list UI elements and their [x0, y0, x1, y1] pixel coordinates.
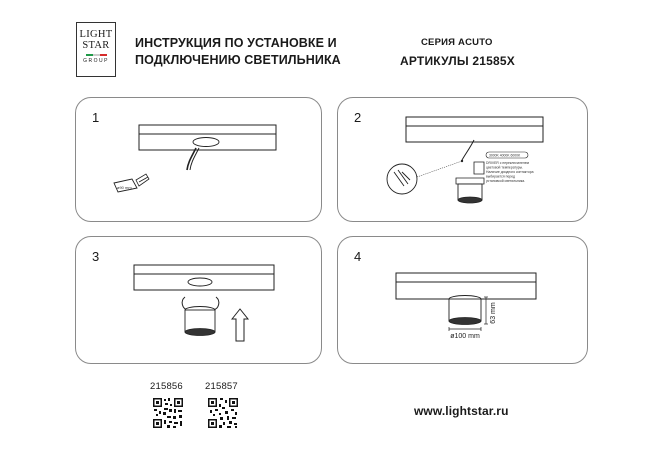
- hole-label: ø90 mm: [117, 185, 132, 190]
- step-3-illustration: [76, 237, 323, 365]
- article-code-2: 215857: [205, 381, 238, 392]
- step-2-illustration: [338, 98, 589, 223]
- qr-code-icon[interactable]: [152, 397, 184, 429]
- logo-line-1: LIGHT: [79, 29, 113, 40]
- title-line-2: ПОДКЛЮЧЕНИЮ СВЕТИЛЬНИКА: [135, 53, 341, 67]
- driver-note: DRIVER с переключателем цветовой температуры. Наличие диодного контактора выбирается перед установкой светильника.: [486, 161, 534, 183]
- step-1-panel: [75, 97, 322, 222]
- logo-line-3: GROUP: [83, 58, 109, 64]
- diameter-dimension: ø100 mm: [450, 333, 480, 340]
- italian-flag-icon: [77, 54, 115, 56]
- qr-code-icon[interactable]: [207, 397, 239, 429]
- step-number: 3: [92, 249, 100, 264]
- logo-line-2: STAR: [82, 40, 110, 51]
- step-number: 1: [92, 110, 100, 125]
- title-line-1: ИНСТРУКЦИЯ ПО УСТАНОВКЕ И: [135, 36, 337, 50]
- push-up-arrow-icon: [232, 309, 248, 341]
- page-title: [135, 35, 341, 69]
- step-4-illustration: [338, 237, 589, 365]
- website-link[interactable]: www.lightstar.ru: [414, 404, 509, 418]
- brand-logo: [76, 22, 116, 77]
- articles-label: АРТИКУЛЫ 21585X: [400, 54, 515, 68]
- series-label: СЕРИЯ ACUTO: [421, 37, 493, 48]
- step-number: 2: [354, 110, 362, 125]
- detail-zoom-circle: [387, 164, 417, 194]
- height-dimension: 63 mm: [490, 302, 497, 324]
- step-2-panel: [337, 97, 588, 222]
- article-code-1: 215856: [150, 381, 183, 392]
- step-4-panel: [337, 236, 588, 364]
- step-number: 4: [354, 249, 362, 264]
- cct-label: 3000K 4000K 6000K: [489, 153, 521, 158]
- step-3-panel: [75, 236, 322, 364]
- step-1-illustration: [76, 98, 323, 223]
